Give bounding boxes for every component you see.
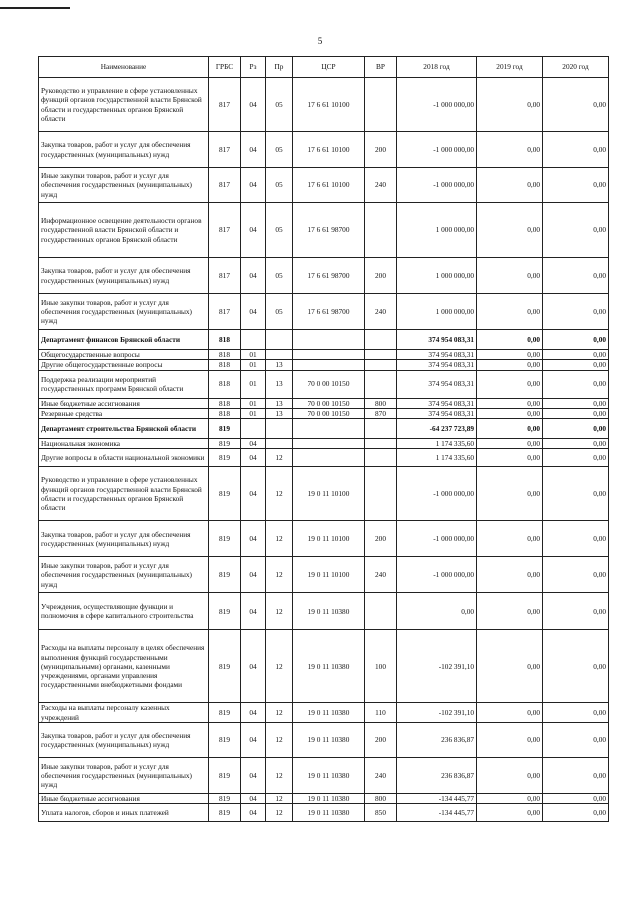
- cell-name: Национальная экономика: [39, 439, 209, 449]
- cell-name: Уплата налогов, сборов и иных платежей: [39, 804, 209, 822]
- cell-rz: 04: [241, 593, 266, 630]
- table-row: [39, 350, 609, 360]
- cell-vr: [365, 593, 397, 630]
- cell-csr: [293, 449, 365, 467]
- cell-pr: 05: [266, 258, 293, 294]
- cell-2018: 236 836,87: [397, 723, 477, 758]
- cell-vr: 200: [365, 132, 397, 168]
- cell-2020: 0,00: [543, 78, 609, 132]
- cell-vr: 100: [365, 630, 397, 703]
- cell-name: Департамент финансов Брянской области: [39, 330, 209, 350]
- cell-rz: 01: [241, 370, 266, 398]
- table-row: [39, 758, 609, 794]
- cell-csr: [293, 439, 365, 449]
- cell-pr: [266, 330, 293, 350]
- cell-2020: 0,00: [543, 408, 609, 418]
- cell-csr: 19 0 11 10380: [293, 758, 365, 794]
- table-row: [39, 330, 609, 350]
- cell-vr: 800: [365, 794, 397, 804]
- cell-2020: 0,00: [543, 794, 609, 804]
- cell-vr: 200: [365, 521, 397, 557]
- cell-rz: 04: [241, 203, 266, 258]
- table-row: [39, 203, 609, 258]
- cell-rz: 04: [241, 449, 266, 467]
- cell-grbs: 818: [209, 370, 241, 398]
- cell-grbs: 819: [209, 723, 241, 758]
- table-row: [39, 794, 609, 804]
- cell-grbs: 819: [209, 630, 241, 703]
- cell-2018: -1 000 000,00: [397, 78, 477, 132]
- cell-2018: -102 391,10: [397, 630, 477, 703]
- cell-csr: 19 0 11 10380: [293, 630, 365, 703]
- cell-pr: 12: [266, 758, 293, 794]
- cell-pr: 12: [266, 794, 293, 804]
- cell-csr: 19 0 11 10380: [293, 804, 365, 822]
- cell-2018: -134 445,77: [397, 794, 477, 804]
- cell-grbs: 819: [209, 703, 241, 723]
- cell-rz: 04: [241, 794, 266, 804]
- cell-2019: 0,00: [477, 294, 543, 330]
- cell-grbs: 819: [209, 449, 241, 467]
- cell-rz: 01: [241, 350, 266, 360]
- cell-vr: [365, 360, 397, 370]
- cell-2020: 0,00: [543, 439, 609, 449]
- cell-grbs: 819: [209, 758, 241, 794]
- cell-2020: 0,00: [543, 449, 609, 467]
- cell-vr: [365, 330, 397, 350]
- cell-2019: 0,00: [477, 794, 543, 804]
- cell-2018: -134 445,77: [397, 804, 477, 822]
- cell-pr: 12: [266, 804, 293, 822]
- cell-2019: 0,00: [477, 467, 543, 521]
- cell-pr: 13: [266, 370, 293, 398]
- cell-2018: -1 000 000,00: [397, 557, 477, 593]
- cell-rz: 01: [241, 398, 266, 408]
- cell-2019: 0,00: [477, 723, 543, 758]
- cell-name: Иные закупки товаров, работ и услуг для обеспечения государственных (муниципальных) нужд: [39, 758, 209, 794]
- cell-pr: 13: [266, 408, 293, 418]
- cell-2020: 0,00: [543, 360, 609, 370]
- cell-pr: 12: [266, 630, 293, 703]
- cell-2019: 0,00: [477, 804, 543, 822]
- cell-2020: 0,00: [543, 467, 609, 521]
- cell-grbs: 817: [209, 78, 241, 132]
- cell-grbs: 818: [209, 330, 241, 350]
- cell-rz: 04: [241, 132, 266, 168]
- cell-2019: 0,00: [477, 439, 543, 449]
- cell-name: Иные закупки товаров, работ и услуг для обеспечения государственных (муниципальных) нужд: [39, 294, 209, 330]
- cell-csr: 19 0 11 10100: [293, 557, 365, 593]
- cell-name: Информационное освещение деятельности органов государственной власти Брянской области и государственных органов Брянской области: [39, 203, 209, 258]
- cell-pr: 12: [266, 449, 293, 467]
- table-row: [39, 168, 609, 203]
- cell-grbs: 817: [209, 258, 241, 294]
- cell-csr: 19 0 11 10380: [293, 593, 365, 630]
- cell-vr: 240: [365, 168, 397, 203]
- table-row: [39, 258, 609, 294]
- cell-2020: 0,00: [543, 398, 609, 408]
- table-row: [39, 408, 609, 418]
- table-row: [39, 703, 609, 723]
- header-row: [39, 57, 609, 78]
- cell-vr: 240: [365, 758, 397, 794]
- cell-2020: 0,00: [543, 758, 609, 794]
- cell-rz: 04: [241, 521, 266, 557]
- cell-grbs: 819: [209, 804, 241, 822]
- cell-rz: 01: [241, 360, 266, 370]
- cell-csr: 19 0 11 10100: [293, 467, 365, 521]
- cell-vr: [365, 449, 397, 467]
- table-row: [39, 521, 609, 557]
- cell-2020: 0,00: [543, 804, 609, 822]
- cell-rz: 04: [241, 439, 266, 449]
- cell-pr: 05: [266, 203, 293, 258]
- table-row: [39, 132, 609, 168]
- cell-name: Иные бюджетные ассигнования: [39, 398, 209, 408]
- cell-grbs: 817: [209, 294, 241, 330]
- cell-name: Расходы на выплаты персоналу в целях обеспечения выполнения функций государственными (муниципальными) органами, казенными учреждениями, органами управления государственными внебюджетными фондами: [39, 630, 209, 703]
- cell-name: Закупка товаров, работ и услуг для обеспечения государственных (муниципальных) нужд: [39, 132, 209, 168]
- cell-name: Иные бюджетные ассигнования: [39, 794, 209, 804]
- cell-pr: 12: [266, 703, 293, 723]
- budget-table: [38, 56, 609, 822]
- cell-rz: 04: [241, 168, 266, 203]
- cell-grbs: 817: [209, 203, 241, 258]
- cell-pr: 13: [266, 398, 293, 408]
- cell-2019: 0,00: [477, 630, 543, 703]
- cell-2019: 0,00: [477, 398, 543, 408]
- cell-grbs: 818: [209, 408, 241, 418]
- cell-2020: 0,00: [543, 294, 609, 330]
- cell-pr: 05: [266, 132, 293, 168]
- cell-name: Закупка товаров, работ и услуг для обеспечения государственных (муниципальных) нужд: [39, 258, 209, 294]
- cell-rz: 01: [241, 408, 266, 418]
- cell-2019: 0,00: [477, 758, 543, 794]
- cell-pr: 12: [266, 593, 293, 630]
- cell-2018: 374 954 083,31: [397, 350, 477, 360]
- cell-vr: 800: [365, 398, 397, 408]
- cell-name: Учреждения, осуществляющие функции и полномочия в сфере капитального строительства: [39, 593, 209, 630]
- cell-vr: [365, 439, 397, 449]
- table-row: [39, 419, 609, 439]
- cell-2020: 0,00: [543, 703, 609, 723]
- cell-2020: 0,00: [543, 132, 609, 168]
- cell-rz: 04: [241, 630, 266, 703]
- cell-2019: 0,00: [477, 350, 543, 360]
- cell-grbs: 818: [209, 360, 241, 370]
- top-rule: [0, 7, 70, 9]
- cell-2019: 0,00: [477, 132, 543, 168]
- cell-2020: 0,00: [543, 370, 609, 398]
- cell-name: Резервные средства: [39, 408, 209, 418]
- cell-2020: 0,00: [543, 419, 609, 439]
- cell-2018: 374 954 083,31: [397, 398, 477, 408]
- cell-2018: 374 954 083,31: [397, 330, 477, 350]
- cell-csr: 70 0 00 10150: [293, 370, 365, 398]
- cell-name: Руководство и управление в сфере установленных функций органов государственной власти Брянской области и государственных органов Брянской области: [39, 78, 209, 132]
- cell-csr: 19 0 11 10380: [293, 723, 365, 758]
- cell-pr: 05: [266, 294, 293, 330]
- cell-rz: 04: [241, 78, 266, 132]
- cell-2018: 374 954 083,31: [397, 370, 477, 398]
- cell-csr: 70 0 00 10150: [293, 408, 365, 418]
- cell-csr: 19 0 11 10380: [293, 794, 365, 804]
- cell-vr: [365, 370, 397, 398]
- cell-2020: 0,00: [543, 168, 609, 203]
- cell-name: Другие вопросы в области национальной экономики: [39, 449, 209, 467]
- cell-2020: 0,00: [543, 593, 609, 630]
- cell-grbs: 817: [209, 168, 241, 203]
- cell-name: Расходы на выплаты персоналу казенных учреждений: [39, 703, 209, 723]
- header-2018: 2018 год: [397, 57, 477, 78]
- cell-name: Другие общегосударственные вопросы: [39, 360, 209, 370]
- cell-2019: 0,00: [477, 449, 543, 467]
- cell-csr: 19 0 11 10380: [293, 703, 365, 723]
- cell-vr: [365, 467, 397, 521]
- cell-vr: 240: [365, 294, 397, 330]
- cell-rz: 04: [241, 703, 266, 723]
- cell-2018: -64 237 723,89: [397, 419, 477, 439]
- cell-csr: 17 6 61 98700: [293, 203, 365, 258]
- cell-csr: [293, 330, 365, 350]
- cell-2018: -1 000 000,00: [397, 467, 477, 521]
- table-row: [39, 78, 609, 132]
- cell-grbs: 819: [209, 467, 241, 521]
- cell-2020: 0,00: [543, 557, 609, 593]
- cell-2019: 0,00: [477, 360, 543, 370]
- cell-csr: 17 6 61 98700: [293, 294, 365, 330]
- cell-vr: 200: [365, 258, 397, 294]
- cell-vr: [365, 78, 397, 132]
- cell-grbs: 819: [209, 439, 241, 449]
- cell-2019: 0,00: [477, 557, 543, 593]
- cell-rz: 04: [241, 557, 266, 593]
- cell-2020: 0,00: [543, 258, 609, 294]
- cell-grbs: 819: [209, 419, 241, 439]
- cell-name: Департамент строительства Брянской области: [39, 419, 209, 439]
- cell-vr: 200: [365, 723, 397, 758]
- cell-vr: [365, 350, 397, 360]
- cell-2020: 0,00: [543, 203, 609, 258]
- cell-2018: 1 174 335,60: [397, 439, 477, 449]
- cell-2018: -1 000 000,00: [397, 521, 477, 557]
- cell-pr: [266, 350, 293, 360]
- cell-pr: 12: [266, 723, 293, 758]
- cell-2019: 0,00: [477, 203, 543, 258]
- cell-2019: 0,00: [477, 408, 543, 418]
- cell-grbs: 819: [209, 794, 241, 804]
- cell-rz: 04: [241, 758, 266, 794]
- cell-name: Руководство и управление в сфере установленных функций органов государственной власти Брянской области и государственных органов Брянской области: [39, 467, 209, 521]
- cell-2018: 374 954 083,31: [397, 360, 477, 370]
- cell-2020: 0,00: [543, 630, 609, 703]
- cell-2020: 0,00: [543, 330, 609, 350]
- cell-vr: [365, 203, 397, 258]
- table-row: [39, 723, 609, 758]
- cell-2020: 0,00: [543, 723, 609, 758]
- table-row: [39, 360, 609, 370]
- cell-2019: 0,00: [477, 593, 543, 630]
- cell-csr: 70 0 00 10150: [293, 398, 365, 408]
- cell-pr: 05: [266, 168, 293, 203]
- cell-2020: 0,00: [543, 350, 609, 360]
- cell-2018: 1 000 000,00: [397, 294, 477, 330]
- cell-2019: 0,00: [477, 370, 543, 398]
- cell-2019: 0,00: [477, 419, 543, 439]
- cell-csr: [293, 360, 365, 370]
- table-row: [39, 398, 609, 408]
- cell-rz: 04: [241, 804, 266, 822]
- cell-pr: 13: [266, 360, 293, 370]
- header-rz: Рз: [241, 57, 266, 78]
- header-2019: 2019 год: [477, 57, 543, 78]
- cell-2018: 1 174 335,60: [397, 449, 477, 467]
- cell-grbs: 819: [209, 521, 241, 557]
- cell-csr: 17 6 61 10100: [293, 168, 365, 203]
- cell-rz: [241, 330, 266, 350]
- table-row: [39, 467, 609, 521]
- table-row: [39, 557, 609, 593]
- cell-2019: 0,00: [477, 521, 543, 557]
- cell-name: Закупка товаров, работ и услуг для обеспечения государственных (муниципальных) нужд: [39, 723, 209, 758]
- cell-2019: 0,00: [477, 703, 543, 723]
- cell-2018: -1 000 000,00: [397, 132, 477, 168]
- cell-name: Поддержка реализации мероприятий государственных программ Брянской области: [39, 370, 209, 398]
- table-row: [39, 593, 609, 630]
- cell-rz: 04: [241, 723, 266, 758]
- cell-2019: 0,00: [477, 168, 543, 203]
- cell-pr: 12: [266, 521, 293, 557]
- cell-csr: 17 6 61 10100: [293, 78, 365, 132]
- cell-name: Иные закупки товаров, работ и услуг для обеспечения государственных (муниципальных) нужд: [39, 168, 209, 203]
- cell-pr: 05: [266, 78, 293, 132]
- cell-2019: 0,00: [477, 78, 543, 132]
- cell-grbs: 817: [209, 132, 241, 168]
- table-row: [39, 449, 609, 467]
- cell-2018: 0,00: [397, 593, 477, 630]
- cell-grbs: 819: [209, 593, 241, 630]
- cell-2019: 0,00: [477, 258, 543, 294]
- cell-2020: 0,00: [543, 521, 609, 557]
- cell-rz: 04: [241, 258, 266, 294]
- table-row: [39, 294, 609, 330]
- header-csr: ЦСР: [293, 57, 365, 78]
- cell-2018: 1 000 000,00: [397, 258, 477, 294]
- cell-name: Общегосударственные вопросы: [39, 350, 209, 360]
- cell-vr: 850: [365, 804, 397, 822]
- cell-pr: [266, 439, 293, 449]
- cell-pr: 12: [266, 557, 293, 593]
- cell-csr: 19 0 11 10100: [293, 521, 365, 557]
- cell-pr: 12: [266, 467, 293, 521]
- cell-2018: -1 000 000,00: [397, 168, 477, 203]
- cell-grbs: 818: [209, 398, 241, 408]
- cell-2018: -102 391,10: [397, 703, 477, 723]
- table-row: [39, 630, 609, 703]
- cell-name: Иные закупки товаров, работ и услуг для обеспечения государственных (муниципальных) нужд: [39, 557, 209, 593]
- cell-name: Закупка товаров, работ и услуг для обеспечения государственных (муниципальных) нужд: [39, 521, 209, 557]
- cell-2018: 374 954 083,31: [397, 408, 477, 418]
- cell-vr: [365, 419, 397, 439]
- table-row: [39, 370, 609, 398]
- cell-vr: 110: [365, 703, 397, 723]
- cell-grbs: 818: [209, 350, 241, 360]
- cell-csr: 17 6 61 98700: [293, 258, 365, 294]
- header-grbs: ГРБС: [209, 57, 241, 78]
- table-row: [39, 804, 609, 822]
- cell-2019: 0,00: [477, 330, 543, 350]
- cell-pr: [266, 419, 293, 439]
- cell-grbs: 819: [209, 557, 241, 593]
- header-vr: ВР: [365, 57, 397, 78]
- page-number: 5: [317, 36, 323, 46]
- header-2020: 2020 год: [543, 57, 609, 78]
- cell-2018: 236 836,87: [397, 758, 477, 794]
- cell-csr: [293, 350, 365, 360]
- cell-vr: 240: [365, 557, 397, 593]
- cell-vr: 870: [365, 408, 397, 418]
- header-name: Наименование: [39, 57, 209, 78]
- cell-rz: [241, 419, 266, 439]
- cell-2018: 1 000 000,00: [397, 203, 477, 258]
- header-pr: Пр: [266, 57, 293, 78]
- cell-csr: [293, 419, 365, 439]
- cell-csr: 17 6 61 10100: [293, 132, 365, 168]
- cell-rz: 04: [241, 467, 266, 521]
- cell-rz: 04: [241, 294, 266, 330]
- table-row: [39, 439, 609, 449]
